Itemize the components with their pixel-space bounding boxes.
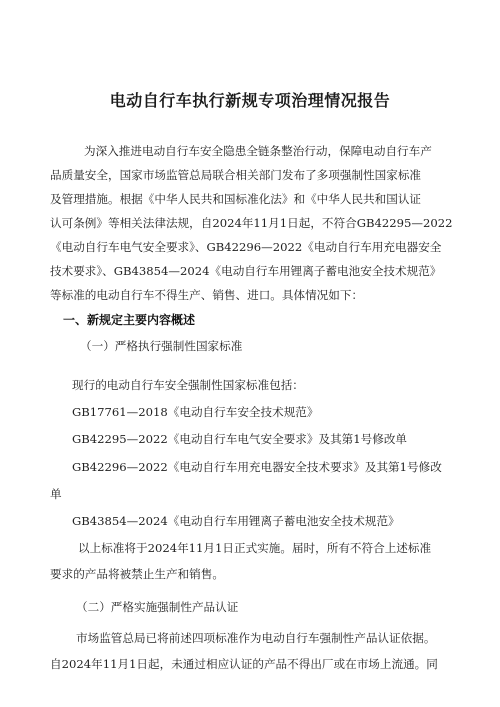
implementation-line: 以上标准将于2024年11月1日正式实施。届时，所有不符合上述标准 [78, 541, 432, 555]
standard-item: GB43854—2024《电动自行车用锂离子蓄电池安全技术规范》 [72, 514, 400, 528]
standards-intro: 现行的电动自行车安全强制性国家标准包括： [72, 378, 304, 392]
standard-item: GB42296—2022《电动自行车用充电器安全技术要求》及其第1号修改 [72, 460, 442, 474]
certification-line: 市场监管总局已将前述四项标准作为电动自行车强制性产品认证依据。 [76, 631, 436, 645]
intro-line: 《电动自行车电气安全要求》、GB42296—2022《电动自行车用充电器安全 [50, 240, 442, 254]
standard-item-continuation: 单 [50, 487, 62, 501]
intro-line: 等标准的电动自行车不得生产、销售、进口。具体情况如下： [50, 288, 364, 302]
document-title: 电动自行车执行新规专项治理情况报告 [109, 91, 391, 110]
section-heading: 一、新规定主要内容概述 [63, 313, 196, 327]
standard-item: GB17761—2018《电动自行车安全技术规范》 [72, 405, 319, 419]
intro-line: 为深入推进电动自行车安全隐患全链条整治行动，保障电动自行车产 [84, 144, 432, 158]
subsection-heading: （二）严格实施强制性产品认证 [76, 600, 239, 614]
intro-line: 技术要求》、GB43854—2024《电动自行车用锂离子蓄电池安全技术规范》 [50, 264, 442, 278]
certification-line: 自2024年11月1日起，未通过相应认证的产品不得出厂或在市场上流通。同 [50, 657, 438, 671]
intro-line: 品质量安全，国家市场监管总局联合相关部门发布了多项强制性国家标准 [50, 168, 422, 182]
intro-line: 认可条例》等相关法律法规，自2024年11月1日起，不符合GB42295—2022 [50, 216, 453, 230]
subsection-heading: （一）严格执行强制性国家标准 [80, 339, 243, 353]
implementation-line: 要求的产品将被禁止生产和销售。 [50, 567, 224, 581]
standard-item: GB42295—2022《电动自行车电气安全要求》及其第1号修改单 [72, 432, 408, 446]
intro-line: 及管理措施。根据《中华人民共和国标准化法》和《中华人民共和国认证 [50, 192, 422, 206]
